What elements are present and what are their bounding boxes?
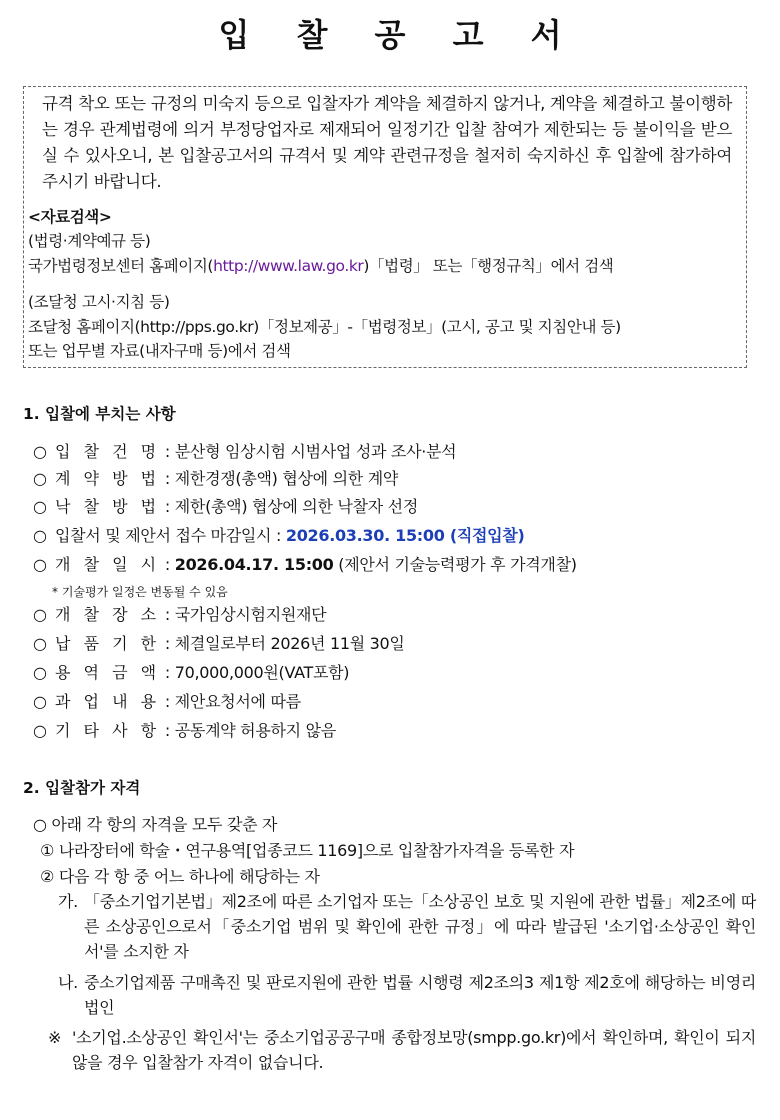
item-other-matters: ○ 기 타 사 항 : 공동계약 허용하지 않음 [33, 719, 336, 743]
schedule-note: * 기술평가 일정은 변동될 수 있음 [52, 585, 228, 599]
circle-bullet: ○ [33, 692, 47, 711]
circle-bullet: ○ [33, 634, 47, 653]
reference-note: '소기업.소상공인 확인서'는 중소기업공공구매 종합정보망(smpp.go.kr)에서 확인하며, 확인이 되지 않을 경우 입찰참가 자격이 없습니다. [72, 1028, 756, 1072]
law-line-a: 국가법령정보센터 홈페이지( [28, 257, 214, 275]
circle-bullet: ○ [33, 442, 47, 461]
law-label: (법령·계약예규 등) [28, 232, 151, 250]
law-link[interactable]: http://www.law.go.kr [213, 257, 364, 275]
circle-bullet: ○ [33, 469, 47, 488]
section2-heading: 2. 입찰참가 자격 [23, 779, 141, 797]
qualification-intro: ○ 아래 각 항의 자격을 모두 갖춘 자 [33, 815, 278, 834]
qualification-2-na-mark: 나. [58, 973, 78, 992]
notice-paragraph: 규격 착오 또는 규정의 미숙지 등으로 입찰자가 계약을 체결하지 않거나, 계약을 체결하고 불이행하는 경우 관계법령에 의거 부정당업자로 제재되어 일정기간 입찰 참여가 제한되는 등 불이익을 받으실 수 있사오니, 본 입찰공고서의 규격서 및 계약 관련규정을 철저히 숙지하신 후 입찰에 참가하여 주시기 바랍니다. [42, 94, 732, 191]
item-contract-method: ○ 계 약 방 법 : 제한경쟁(총액) 협상에 의한 계약 [33, 467, 398, 491]
page-title: 입 찰 공 고 서 [218, 16, 580, 54]
qualification-2-na: 중소기업제품 구매촉진 및 판로지원에 관한 법률 시행령 제2조의3 제1항 제2호에 해당하는 비영리법인 [84, 973, 756, 1017]
notice-box [23, 86, 747, 368]
circle-bullet: ○ [33, 497, 47, 516]
pps-line-1: 조달청 홈페이지(http://pps.go.kr)「정보제공」-「법령정보」(고시, 공고 및 지침안내 등) [28, 318, 621, 336]
qualification-2-ga: 「중소기업기본법」제2조에 따른 소기업자 또는「소상공인 보호 및 지원에 관한 법률」제2조에 따른 소상공인으로서「중소기업 범위 및 확인에 관한 규정」에 따라 발급된 '소기업·소상공인 확인서'를 소지한 자 [84, 892, 756, 961]
pps-line-2: 또는 업무별 자료(내자구매 등)에서 검색 [28, 342, 291, 360]
circle-bullet: ○ [33, 605, 47, 624]
law-line-b: )「법령」 또는「행정규칙」에서 검색 [363, 257, 614, 275]
circle-bullet: ○ [33, 526, 47, 545]
deadline-value: 2026.03.30. 15:00 (직접입찰) [285, 526, 525, 545]
qualification-1: ① 나라장터에 학술・연구용역[업종코드 1169]으로 입찰참가자격을 등록한 자 [40, 841, 575, 860]
section1-heading: 1. 입찰에 부치는 사항 [23, 405, 176, 423]
law-line [28, 254, 613, 278]
item-task-content: ○ 과 업 내 용 : 제안요청서에 따름 [33, 690, 301, 714]
search-heading: <자료검색> [28, 208, 112, 226]
circle-bullet: ○ [33, 721, 47, 740]
qualification-2-ga-mark: 가. [58, 892, 78, 911]
item-bid-name: ○ 입 찰 건 명 : 분산형 임상시험 시범사업 성과 조사·분석 [33, 440, 456, 464]
item-award-method: ○ 낙 찰 방 법 : 제한(총액) 협상에 의한 낙찰자 선정 [33, 495, 418, 519]
qualification-2: ② 다음 각 항 중 어느 하나에 해당하는 자 [40, 867, 320, 886]
circle-bullet: ○ [33, 555, 47, 574]
item-opening-datetime: ○ 개 찰 일 시 : 2026.04.17. 15:00 (제안서 기술능력평가 후 가격개찰) [33, 553, 577, 577]
item-delivery-deadline: ○ 납 품 기 한 : 체결일로부터 2026년 11월 30일 [33, 632, 405, 656]
circle-bullet: ○ [33, 663, 47, 682]
item-deadline: ○ 입찰서 및 제안서 접수 마감일시 : 2026.03.30. 15:00 (직접입찰) [33, 524, 524, 548]
pps-label: (조달청 고시·지침 등) [28, 293, 170, 311]
reference-mark: ※ [48, 1028, 62, 1047]
item-service-amount: ○ 용 역 금 액 : 70,000,000원(VAT포함) [33, 661, 349, 685]
item-opening-place: ○ 개 찰 장 소 : 국가임상시험지원재단 [33, 603, 326, 627]
